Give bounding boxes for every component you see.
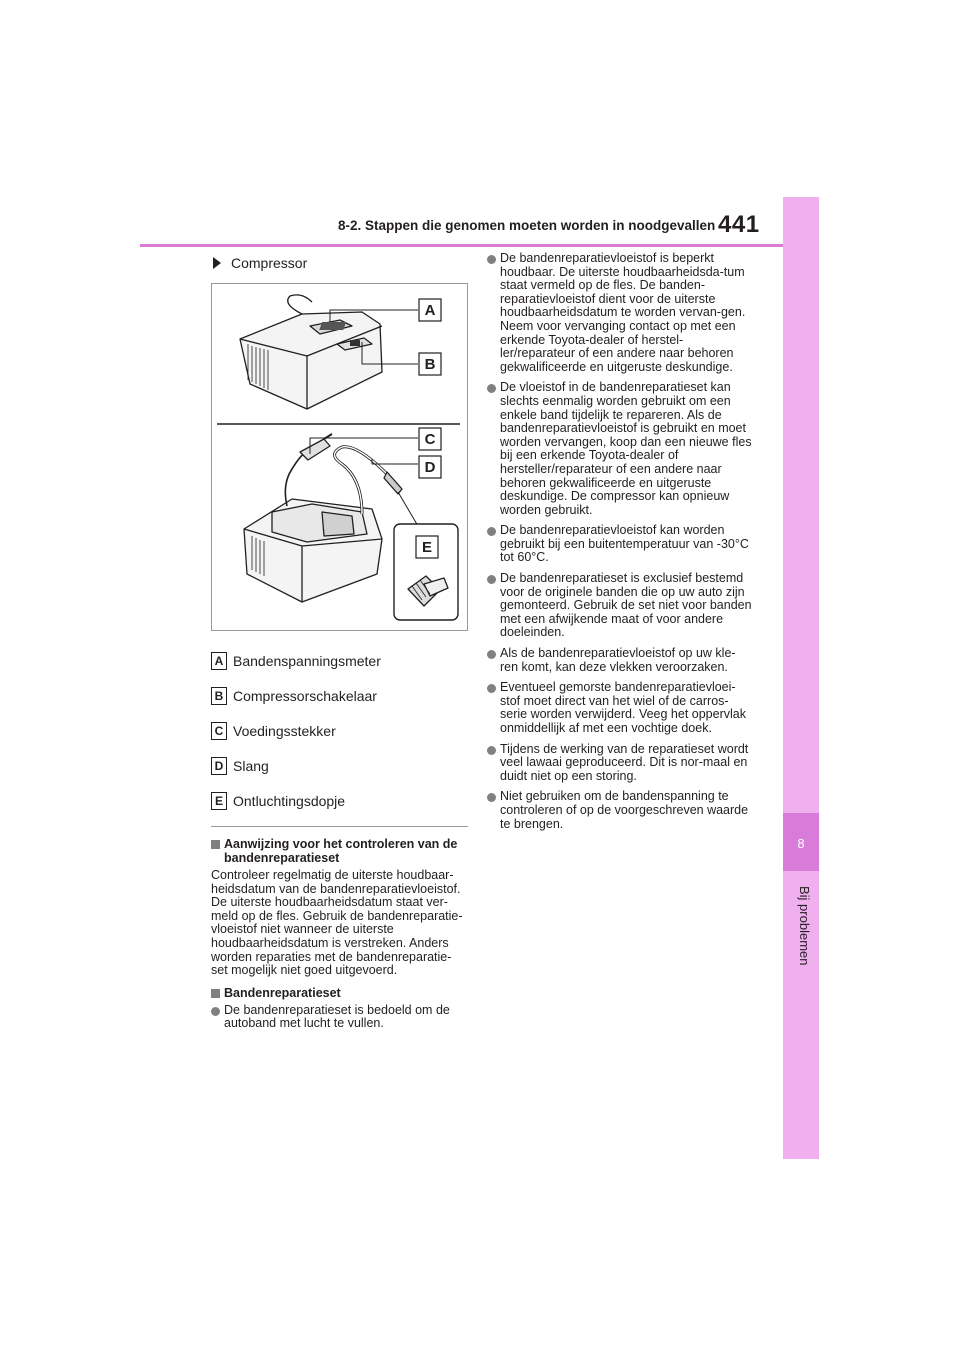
legend-item	[211, 678, 468, 713]
callout-c-label: C	[424, 431, 436, 448]
bullet-text: De bandenreparatievloeistof is beperkt houdbaar. De uiterste houdbaarheidsda-tum staat vermeld op de fles. De banden-reparatievloeistof dient voor de uiterste houdbaarheidsdatum te worden vervan-gen. Neem voor vervanging contact op met een erkende Toyota-dealer of herstel-ler/reparateur of een andere naar behoren gekwalificeerde en uitgeruste deskundige.	[500, 251, 746, 374]
callout-a-label: A	[424, 302, 436, 319]
legend-badge: C	[211, 722, 227, 740]
legend-badge: E	[211, 792, 227, 810]
bullet-text: De bandenreparatieset is exclusief bestemd voor de originele banden die op uw auto zijn gemonteerd. Gebruik de set niet voor banden met een afwijkende maat of voor andere doeleinden.	[500, 571, 752, 640]
circle-bullet-icon	[487, 575, 496, 584]
circle-bullet-icon	[487, 746, 496, 755]
compressor-illustration	[211, 283, 468, 631]
section-divider	[211, 826, 468, 827]
bullet-item	[487, 681, 752, 735]
chapter-label: Bij problemen	[797, 886, 812, 966]
compressor-drawing	[212, 284, 467, 630]
header-rule	[140, 244, 783, 247]
circle-bullet-icon	[487, 684, 496, 693]
bullet-text: Eventueel gemorste bandenreparatievloei-stof moet direct van het wiel of de carros-serie worden verwijderd. Veeg het oppervlak onmiddellijk af met een vochtige doek.	[500, 680, 746, 735]
legend-text: Bandenspanningsmeter	[233, 652, 381, 669]
bullet-item	[487, 252, 752, 374]
square-bullet-icon	[211, 840, 220, 849]
section-heading-text: Compressor	[231, 255, 308, 271]
circle-bullet-icon	[487, 527, 496, 536]
legend-item	[211, 748, 468, 783]
bullet-item	[487, 743, 752, 784]
square-bullet-icon	[211, 989, 220, 998]
section-title: 8-2. Stappen die genomen moeten worden in noodgevallen	[338, 218, 716, 233]
right-column	[487, 252, 752, 838]
legend-text: Slang	[233, 757, 269, 774]
circle-bullet-icon	[487, 255, 496, 264]
legend-item	[211, 713, 468, 748]
bullet-text: De vloeistof in de bandenreparatieset kan slechts eenmalig worden gebruikt om een enkele band tijdelijk te repareren. Als de bandenreparatievloeistof is gebruikt en moet worden vervangen, koop dan een nieuwe fles bij een erkende Toyota-dealer of hersteller/reparateur of een andere naar behoren gekwalificeerde en uitgeruste deskundige. De compressor kan opnieuw worden gebruikt.	[500, 380, 752, 517]
left-column	[211, 252, 468, 1038]
bullet-item	[487, 572, 752, 640]
bullet-text: Als de bandenreparatievloeistof op uw kle-ren komt, kan deze vlekken veroorzaken.	[500, 646, 736, 674]
legend-item	[211, 783, 468, 818]
legend-text: Voedingsstekker	[233, 722, 336, 739]
circle-bullet-icon	[487, 384, 496, 393]
bullet-item	[487, 790, 752, 831]
bullet-text: De bandenreparatievloeistof kan worden gebruikt bij een buitentemperatuur van -30°C tot 60°C.	[500, 523, 749, 565]
repair-kit-heading-text: Bandenreparatieset	[224, 985, 341, 1000]
repair-kit-heading	[211, 986, 468, 1000]
bullet-item	[487, 524, 752, 565]
legend-badge: B	[211, 687, 227, 705]
figure-legend	[211, 643, 468, 818]
legend-text: Ontluchtingsdopje	[233, 792, 346, 809]
bullet-text: De bandenreparatieset is bedoeld om de autoband met lucht te vullen.	[224, 1002, 450, 1031]
callout-e-label: E	[421, 539, 433, 556]
triangle-bullet-icon	[213, 257, 221, 269]
circle-bullet-icon	[487, 650, 496, 659]
bullet-item	[211, 1004, 468, 1031]
legend-badge: A	[211, 652, 227, 670]
circle-bullet-icon	[211, 1007, 220, 1016]
chapter-number: 8	[797, 836, 805, 851]
note-heading	[211, 837, 468, 865]
bullet-item	[487, 381, 752, 517]
bullet-text: Niet gebruiken om de bandenspanning te controleren of op de voorgeschreven waarde te brengen.	[500, 789, 749, 831]
note-body: Controleer regelmatig de uiterste houdbaar-heidsdatum van de bandenreparatievloeistof. De uiterste houdbaarheidsdatum staat ver-meld op de fles. Gebruik de bandenreparatie-vloeistof niet wanneer de uiterste houdbaarheidsdatum is verstreken. Anders worden reparaties met de bandenreparatie-set mogelijk niet goed uitgevoerd.	[211, 868, 463, 978]
circle-bullet-icon	[487, 793, 496, 802]
callout-b-label: B	[424, 356, 436, 373]
bullet-item	[487, 647, 752, 674]
side-chapter-band	[783, 197, 819, 1159]
callout-d-label: D	[424, 459, 436, 476]
note-heading-text: Aanwijzing voor het controleren van de bandenreparatieset	[224, 837, 458, 865]
legend-text: Compressorschakelaar	[233, 687, 377, 704]
bullet-text: Tijdens de werking van de reparatieset wordt veel lawaai geproduceerd. Dit is nor-maal en duidt niet op een storing.	[500, 741, 749, 783]
legend-item	[211, 643, 468, 678]
section-heading	[211, 255, 468, 271]
page-number: 441	[718, 211, 760, 238]
legend-badge: D	[211, 757, 227, 775]
